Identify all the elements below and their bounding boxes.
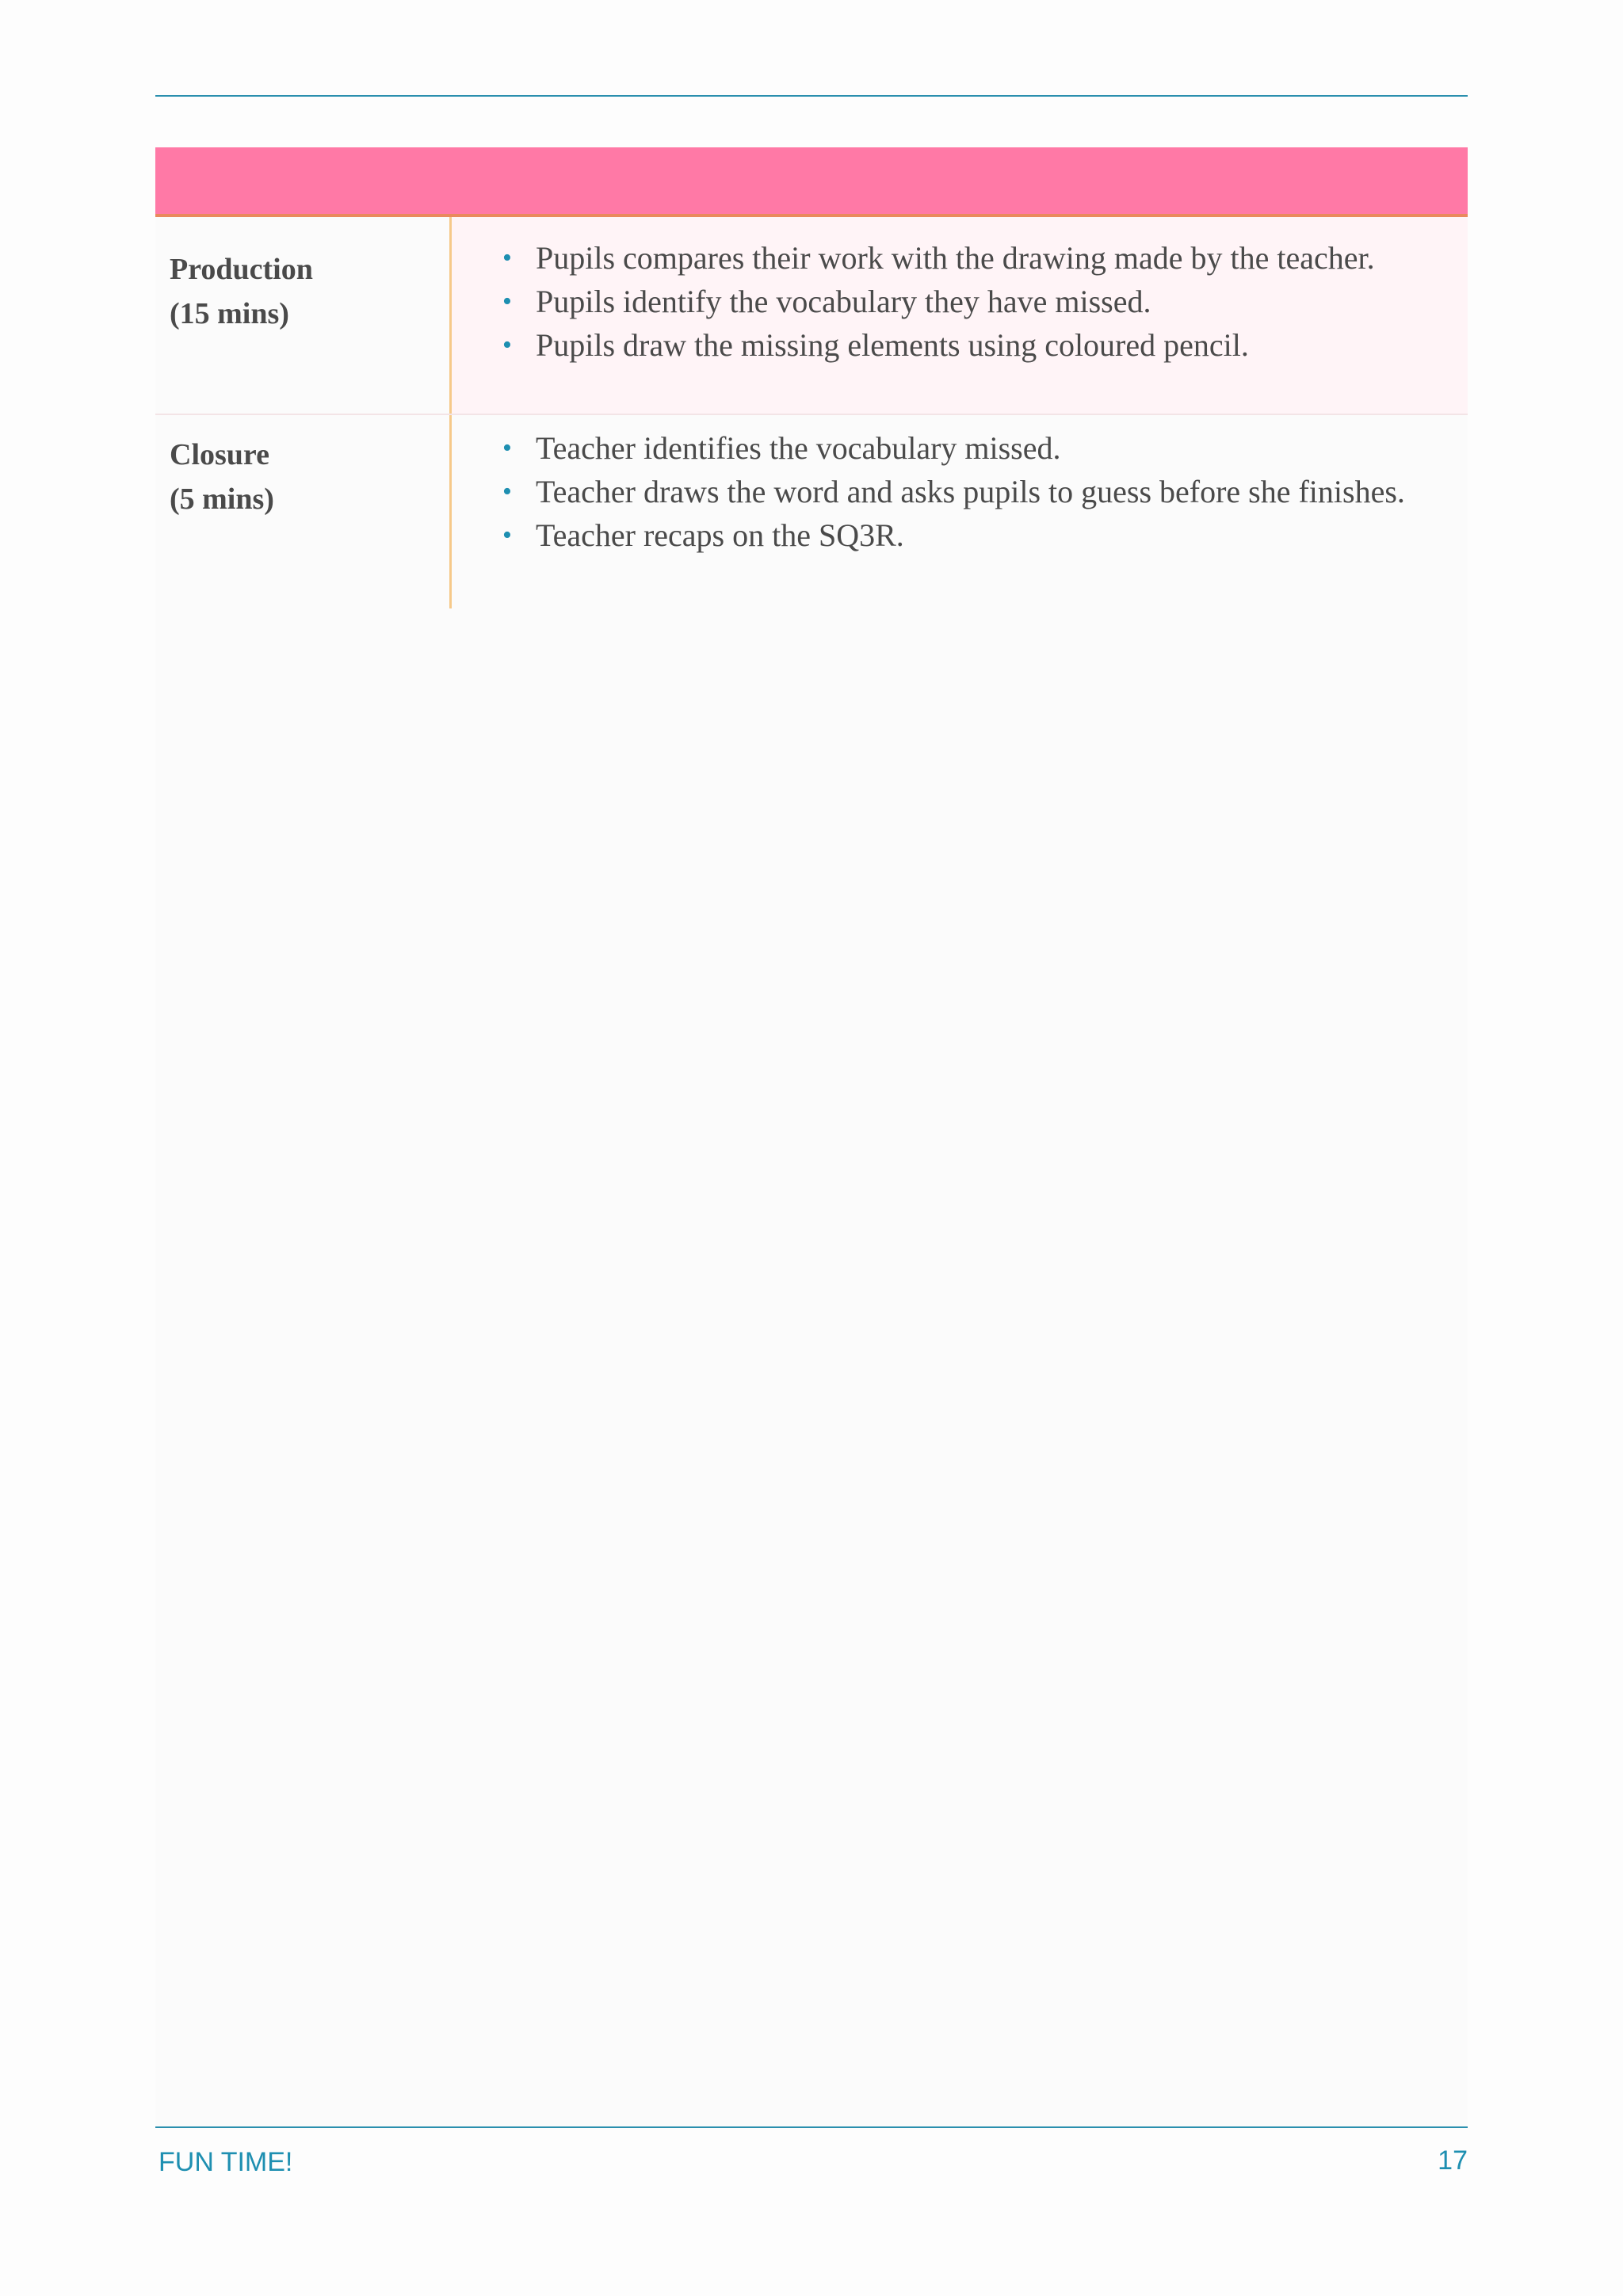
- bullet-icon: •: [502, 243, 512, 273]
- stage-name: Production: [170, 253, 313, 286]
- list-item: • Teacher identifies the vocabulary missed.: [498, 426, 1436, 470]
- bottom-rule: [155, 2126, 1468, 2128]
- activity-cell-production: [452, 217, 1468, 414]
- list-item: • Pupils draw the missing elements using coloured pencil.: [498, 323, 1436, 367]
- bullet-icon: •: [502, 521, 512, 550]
- stage-duration: (15 mins): [170, 297, 289, 330]
- table-row-closure: [155, 415, 1468, 608]
- footer-title: FUN TIME!: [158, 2147, 293, 2177]
- bullet-icon: •: [502, 287, 512, 316]
- activity-cell-closure: [452, 415, 1468, 608]
- list-item: • Pupils compares their work with the drawing made by the teacher.: [498, 236, 1436, 280]
- bullet-icon: •: [502, 330, 512, 360]
- list-item: • Teacher draws the word and asks pupils to guess before she finishes.: [498, 470, 1436, 513]
- stage-cell-closure: [155, 415, 452, 608]
- bullet-icon: •: [502, 477, 512, 506]
- lesson-table: [155, 147, 1468, 608]
- bullet-icon: •: [502, 433, 512, 463]
- top-rule: [155, 95, 1468, 97]
- list-item: • Pupils identify the vocabulary they have missed.: [498, 280, 1436, 323]
- table-header-band: [155, 147, 1468, 217]
- list-item: • Teacher recaps on the SQ3R.: [498, 513, 1436, 557]
- stage-duration: (5 mins): [170, 482, 274, 516]
- activity-list: [498, 236, 1436, 367]
- stage-name: Closure: [170, 438, 269, 471]
- page-number: 17: [1438, 2145, 1468, 2176]
- table-row-production: [155, 217, 1468, 415]
- activity-list: [498, 426, 1436, 557]
- stage-cell-production: [155, 217, 452, 414]
